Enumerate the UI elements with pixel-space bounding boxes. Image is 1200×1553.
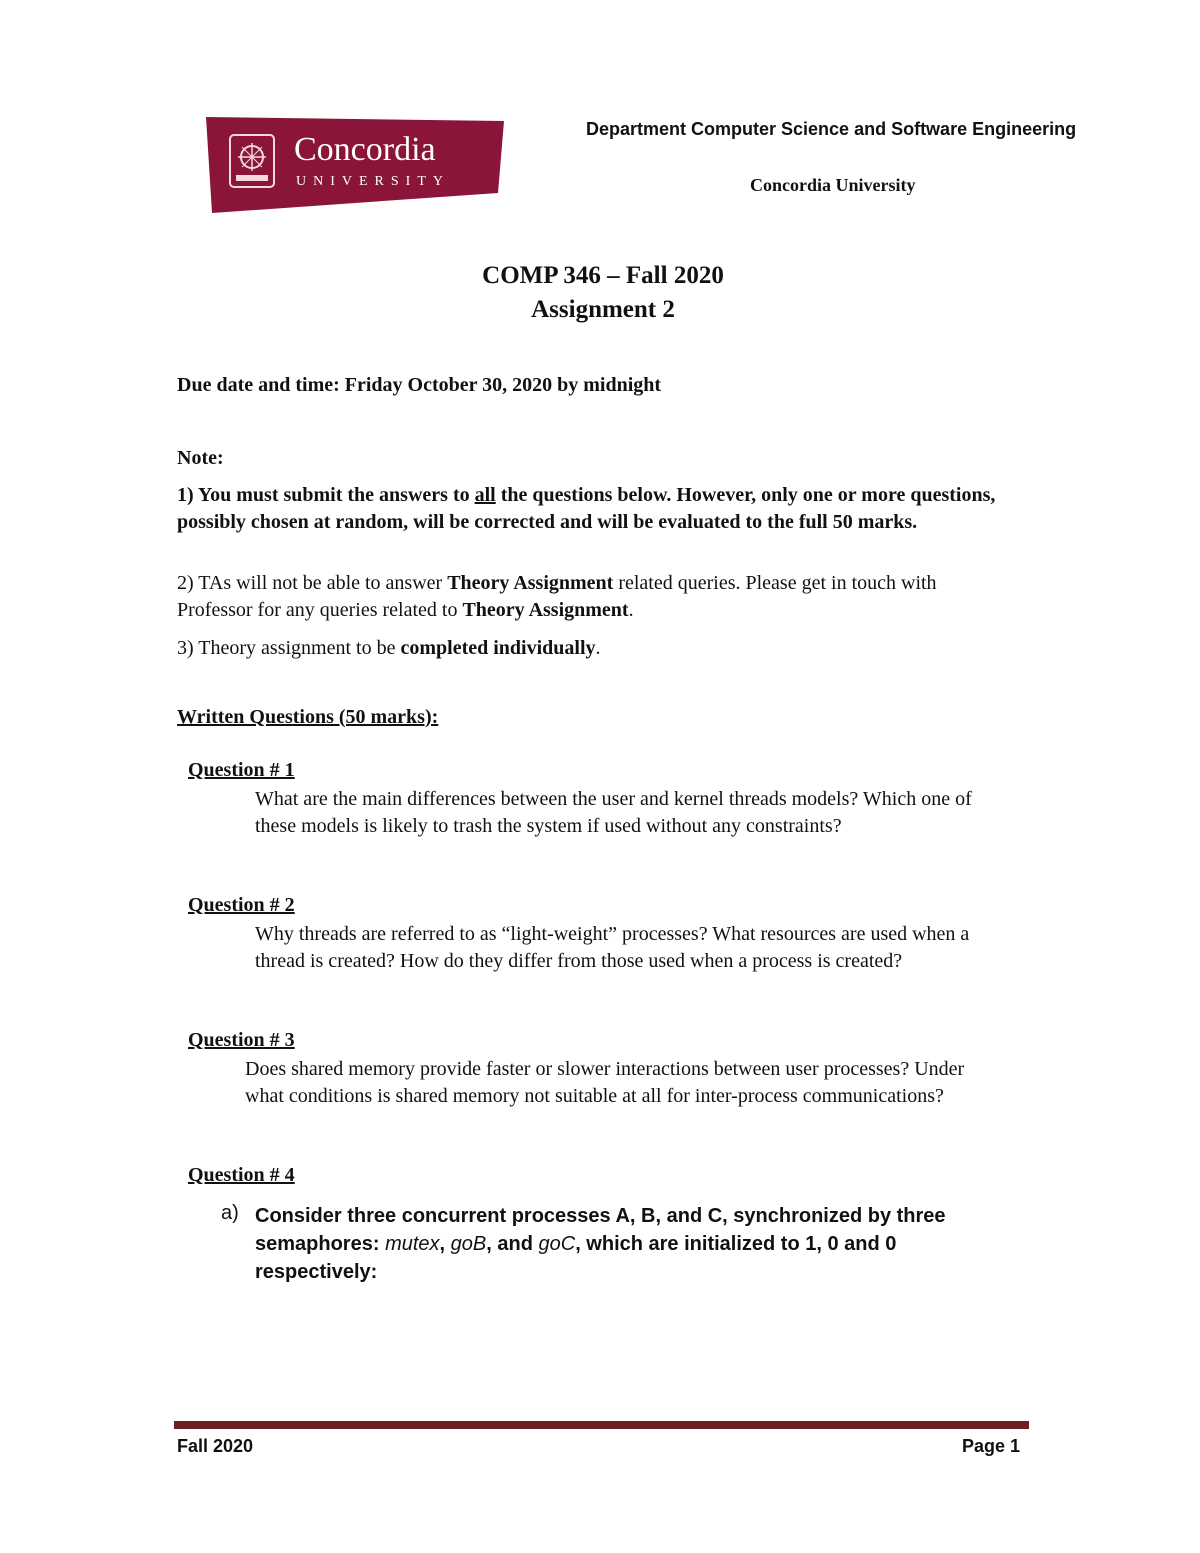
question-3-text: Does shared memory provide faster or slower interactions between user processes? Under what conditions is shared memory not suitable at all for inter-process communications? <box>245 1058 965 1107</box>
assignment-title: Assignment 2 <box>531 296 675 323</box>
note-label: Note: <box>177 447 224 469</box>
footer-rule <box>174 1421 1029 1429</box>
due-date: Due date and time: Friday October 30, 2020 by midnight <box>177 374 662 396</box>
question-3-heading: Question # 3 <box>188 1029 295 1051</box>
written-questions-heading: Written Questions (50 marks): <box>177 706 439 728</box>
university-logo <box>206 117 504 213</box>
question-2-text: Why threads are referred to as “light-weight” processes? What resources are used when a thread is created? How do they differ from those used when a process is created? <box>255 923 970 972</box>
course-title: COMP 346 – Fall 2020 <box>482 262 724 289</box>
question-4-heading: Question # 4 <box>188 1164 295 1186</box>
concordia-logo-graphic <box>206 117 504 213</box>
footer-term: Fall 2020 <box>177 1436 254 1456</box>
logo-subtitle: UNIVERSITY <box>296 174 450 189</box>
question-1-heading: Question # 1 <box>188 759 295 781</box>
question-2-heading: Question # 2 <box>188 894 295 916</box>
department-name: Department Computer Science and Software Engineering <box>586 119 1077 139</box>
question-4a-text: Consider three concurrent processes A, B, and C, synchronized by three semaphores: mutex, goB, and goC, which are initialized to 1, 0 and 0 respectively: <box>255 1205 946 1283</box>
footer-page-number: Page 1 <box>962 1436 1021 1456</box>
note-item-1: 1) You must submit the answers to all the questions below. However, only one or more questions, possibly chosen at random, will be corrected and will be evaluated to the full 50 marks. <box>177 484 996 533</box>
logo-wordmark: Concordia <box>294 131 436 168</box>
question-1-text: What are the main differences between the user and kernel threads models? Which one of these models is likely to trash the system if used without any constraints? <box>255 788 972 837</box>
note-item-2: 2) TAs will not be able to answer Theory Assignment related queries. Please get in touch with Professor for any queries related to Theory Assignment. <box>177 572 937 621</box>
university-name: Concordia University <box>750 175 916 195</box>
question-4a-marker: a) <box>221 1202 239 1224</box>
note-item-3: 3) Theory assignment to be completed individually. <box>177 637 601 659</box>
note-item-1-emphasis: all <box>474 484 496 506</box>
